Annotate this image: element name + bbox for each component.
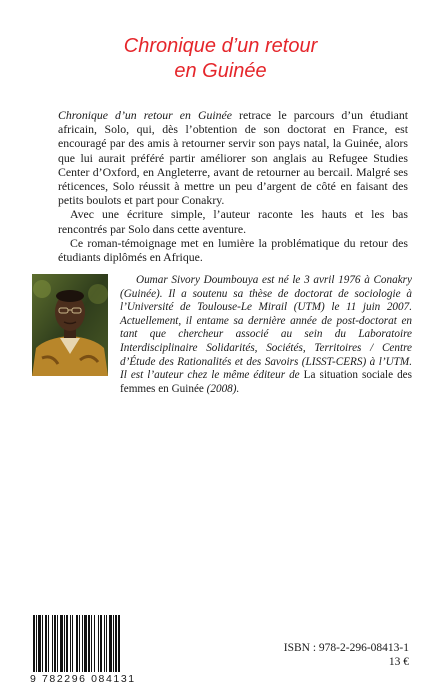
author-portrait-image [32, 274, 108, 376]
barcode-bar [79, 615, 80, 672]
synopsis-book-title: Chronique d’un retour en Guinée [58, 108, 233, 122]
barcode-bar [115, 615, 117, 672]
barcode-bar [42, 615, 43, 672]
book-title [0, 34, 441, 84]
barcode-bar [94, 615, 95, 672]
author-photo [32, 274, 108, 376]
isbn: ISBN : 978-2-296-08413-1 [283, 642, 409, 654]
barcode-bar [82, 615, 83, 672]
synopsis-paragraph-2: Avec une écriture simple, l’auteur raconte les hauts et les bas rencontrés par Solo dans cette aventure. [58, 207, 408, 236]
book-title-line-1: Chronique d’un retour [123, 35, 318, 57]
barcode-bar [48, 615, 49, 672]
barcode-bar [88, 615, 90, 672]
barcode-bar [91, 615, 92, 672]
barcode-bar [33, 615, 35, 672]
author-previous-book-title: La situation sociale des femmes en Guinée [120, 369, 412, 395]
barcode-bar [45, 615, 47, 672]
barcode-bar [109, 615, 112, 672]
barcode-bar [84, 615, 87, 672]
barcode-bar [57, 615, 58, 672]
author-biography [120, 274, 412, 396]
barcode-bar [72, 615, 73, 672]
barcode-bar [64, 615, 65, 672]
barcode-bar [104, 615, 105, 672]
barcode-bar [66, 615, 68, 672]
price: 13 € [388, 656, 409, 668]
barcode-bar [113, 615, 114, 672]
synopsis-paragraph-1 [58, 108, 408, 207]
barcode [32, 615, 152, 672]
barcode-bar [38, 615, 41, 672]
barcode-bar [52, 615, 53, 672]
synopsis-paragraph-1-text: retrace le parcours d’un étudiant africain, Solo, qui, dès l’obtention de son doctorat en France, est encouragé par des amis à retourner servir son pays natal, la Guinée, alors que lui aurait préféré partir améliorer son anglais au Refugee Studies Center d’Oxford, en Angleterre, avant de retourner au bercail. Malgré ses réticences, Solo réussit à mettre un peu d’argent de côté en faisant des petits boulots et part pour Conakry. [58, 108, 409, 208]
barcode-digits: 9 782296 084131 [30, 673, 136, 685]
synopsis-paragraph-3: Ce roman-témoignage met en lumière la problématique du retour des étudiants diplômés en Afrique. [58, 235, 408, 265]
synopsis [58, 108, 408, 264]
barcode-bar [36, 615, 37, 672]
book-title-line-2: en Guinée [174, 60, 267, 82]
barcode-bar [60, 615, 63, 672]
barcode-bar [70, 615, 71, 672]
barcode-bar [54, 615, 56, 672]
author-previous-book-year: (2008). [203, 382, 240, 395]
author-biography-text: Oumar Sivory Doumbouya est né le 3 avril 1976 à Conakry (Guinée). Il a soutenu sa thèse de doctorat de sociologie à l’Université de Toulouse-Le Mirail (UTM) le 11 juin 2007. Actuellement, il entame sa dernière année de post-doctorat en tant que chercheur associé au sein du Laboratoire Interdisciplinaire Solidarités, Sociétés, Territoires / Centre d’Étude des Rationalités et des Savoirs (LISST-CERS) à l’UTM. Il est l’auteur chez le même éditeur de [120, 274, 412, 382]
barcode-bar [106, 615, 107, 672]
barcode-bar [76, 615, 78, 672]
barcode-bar [118, 615, 120, 672]
barcode-bar [98, 615, 99, 672]
barcode-bar [100, 615, 102, 672]
